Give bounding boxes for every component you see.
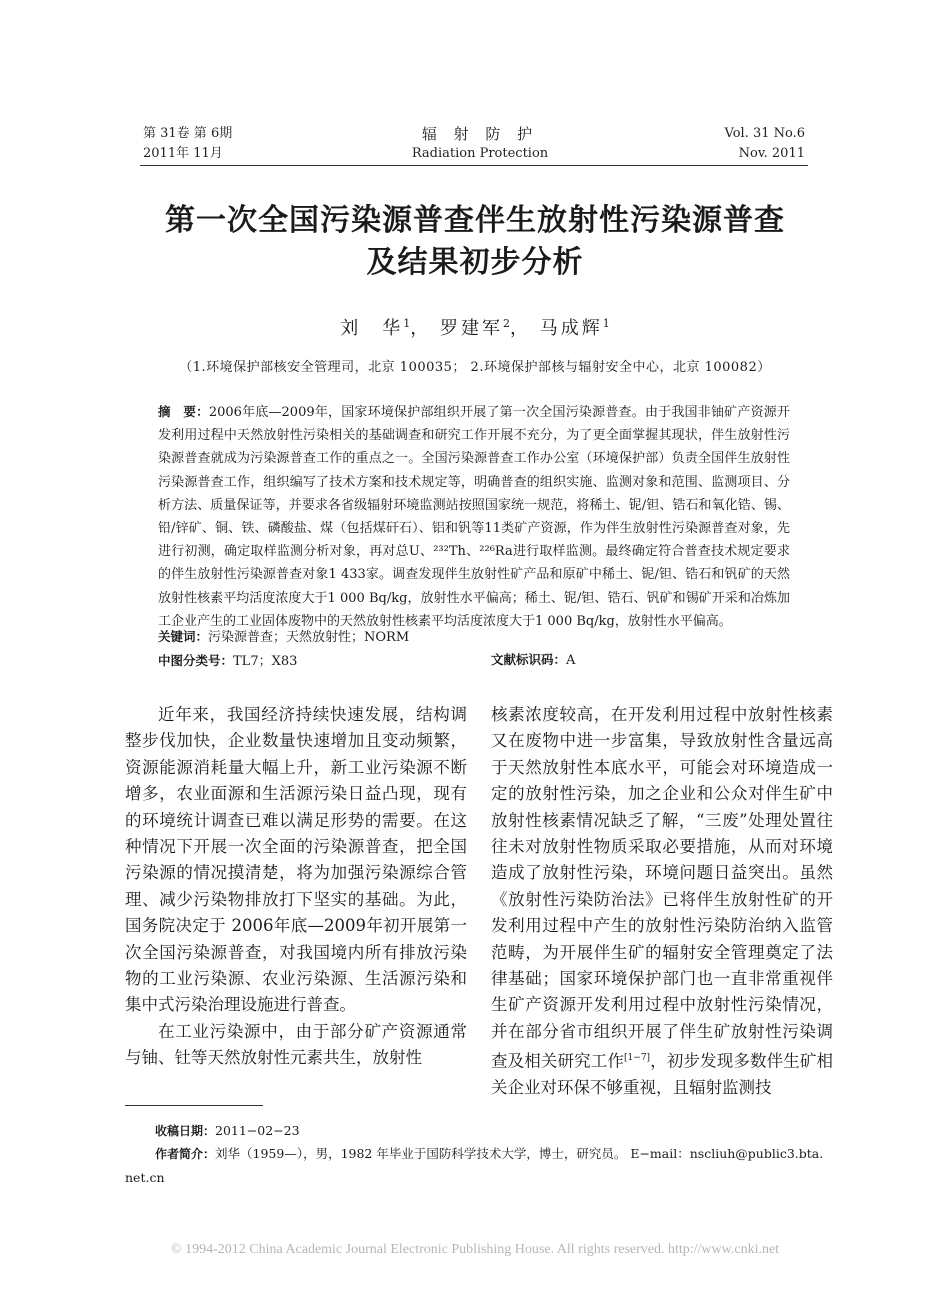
received-label: 收稿日期： <box>155 1124 216 1138</box>
affiliations: （1.环境保护部核安全管理司，北京 100035； 2.环境保护部核与辐射安全中心，北京 100082） <box>179 360 771 375</box>
keywords <box>158 626 409 645</box>
issue-info-cn <box>143 124 232 164</box>
issue-info-en <box>725 124 806 164</box>
document-id-label: 文献标识码： <box>491 652 567 667</box>
body-column-left <box>125 702 467 1072</box>
date-cn: 2011年 11月 <box>143 146 223 161</box>
author-separator: ， <box>510 318 531 339</box>
journal-name-cn: 辐 射 防 护 <box>421 125 539 143</box>
classification-value: TL7；X83 <box>233 654 298 669</box>
title-line-1: 第一次全国污染源普查伴生放射性污染源普查 <box>165 203 785 238</box>
citation-ref: [1−7] <box>624 1053 651 1064</box>
author-bio-line: net.cn <box>125 1170 165 1185</box>
author-bio <box>125 1142 825 1190</box>
author-affil-mark: 1 <box>403 317 411 330</box>
volume-cn: 第 31卷 第 6期 <box>143 126 233 141</box>
copyright-notice: © 1994-2012 China Academic Journal Electronic Publishing House. All rights reserved. http://www.cnki.net <box>170 1242 780 1257</box>
article-title <box>100 200 850 284</box>
classification-label: 中图分类号： <box>158 653 234 668</box>
author-name: 刘 华 <box>340 318 404 339</box>
body-column-right <box>491 702 833 1102</box>
journal-name-en: Radiation Protection <box>411 146 549 161</box>
paragraph <box>491 702 833 1102</box>
abstract-text: 2006年底—2009年，国家环境保护部组织开展了第一次全国污染源普查。由于我国非铀矿产资源开发利用过程中天然放射性污染相关的基础调查和研究工作开展不充分，为了更全面掌握其现状，伴生放射性污染源普查就成为污染源普查工作的重点之一。全国污染源普查工作办公室（环境保护部）负责全国伴生放射性污染源普查工作，组织编写了技术方案和技术规定等，明确普查的组织实施、监测对象和范围、监测项目、分析方法、质量保证等，并要求各省级辐射环境监测站按照国家统一规范，将稀土、铌/钽、锆石和氧化锆、锡、铅/锌矿、铜、铁、磷酸盐、煤（包括煤矸石）、铝和钒等11类矿产资源，作为伴生放射性污染源普查对象，先进行初测，确定取样监测分析对象，再对总U、²³²Th、²²⁶Ra进行取样监测。最终确定符合普查技术规定要求的伴生放射性污染源普查对象1 433家。调查发现伴生放射性矿产品和原矿中稀土、铌/钽、锆石和钒矿的天然放射性核素平均活度浓度大于1 000 Bq/kg，放射性水平偏高；稀土、铌/钽、锆石、钒矿和锡矿开采和冶炼加工企业产生的工业固体废物中的天然放射性核素平均活度浓度大于1 000 Bq/kg，放射性水平偏高。 <box>158 405 790 629</box>
abstract-label: 摘 要： <box>158 404 209 419</box>
author-list <box>0 314 950 340</box>
author-affil-mark: 1 <box>602 317 610 330</box>
classification <box>158 650 297 669</box>
author-affil-mark: 2 <box>503 317 510 330</box>
volume-en: Vol. 31 No.6 <box>724 126 805 141</box>
author-bio-label: 作者简介： <box>155 1147 216 1161</box>
journal-name <box>360 124 600 164</box>
header-divider <box>140 165 808 166</box>
document-id-value: A <box>566 653 576 668</box>
document-id <box>491 650 575 668</box>
abstract <box>158 400 790 633</box>
footnote-divider <box>125 1105 263 1106</box>
received-date <box>155 1119 855 1143</box>
title-line-2: 及结果初步分析 <box>366 245 584 280</box>
author-name: 马成辉 <box>539 318 603 339</box>
keywords-label: 关键词： <box>158 629 209 644</box>
paragraph-text: 核素浓度较高，在开发利用过程中放射性核素又在废物中进一步富集，导致放射性含量远高于天然放射性本底水平，可能会对环境造成一定的放射性污染，加之企业和公众对伴生矿中放射性核素情况缺乏了解，“三废”处理处置往往未对放射性物质采取必要措施，从而对环境造成了放射性污染，环境问题日益突出。虽然《放射性污染防治法》已将伴生放射性矿的开发利用过程中产生的放射性污染防治纳入监管范畴，为开展伴生矿的辐射安全管理奠定了法律基础；国家环境保护部门也一直非常重视伴生矿产资源开发利用过程中放射性污染情况，并在部分省市组织开展了伴生矿放射性污染调查及相关研究工作 <box>491 705 833 1071</box>
paragraph-text: ，初步发现多数伴生矿相关企业对环保不够重视，且辐射监测技 <box>491 1051 834 1098</box>
author-bio-text: 刘华（1959—），男，1982 年毕业于国防科学技术大学，博士，研究员。 E−mail：nscliuh@public3.bta. <box>215 1146 824 1161</box>
paragraph: 近年来，我国经济持续快速发展，结构调整步伐加快，企业数量快速增加且变动频繁，资源能源消耗量大幅上升，新工业污染源不断增多，农业面源和生活源污染日益凸现，现有的环境统计调查已难以满足形势的需要。在这种情况下开展一次全面的污染源普查，把全国污染源的情况摸清楚，将为加强污染源综合管理、减少污染物排放打下坚实的基础。为此，国务院决定于 2006年底—2009年初开展第一次全国污染源普查，对我国境内所有排放污染物的工业污染源、农业污染源、生活源污染和集中式污染治理设施进行普查。 <box>125 705 467 1015</box>
author-name: 罗建军 <box>440 318 503 339</box>
author-separator: ， <box>410 318 432 339</box>
author-bio-line <box>125 1142 825 1166</box>
paragraph: 在工业污染源中，由于部分矿产资源通常与铀、钍等天然放射性元素共生，放射性 <box>125 1021 467 1068</box>
date-en: Nov. 2011 <box>738 146 805 161</box>
received-value: 2011−02−23 <box>215 1123 300 1138</box>
keywords-text: 污染源普查；天然放射性；NORM <box>208 630 410 645</box>
